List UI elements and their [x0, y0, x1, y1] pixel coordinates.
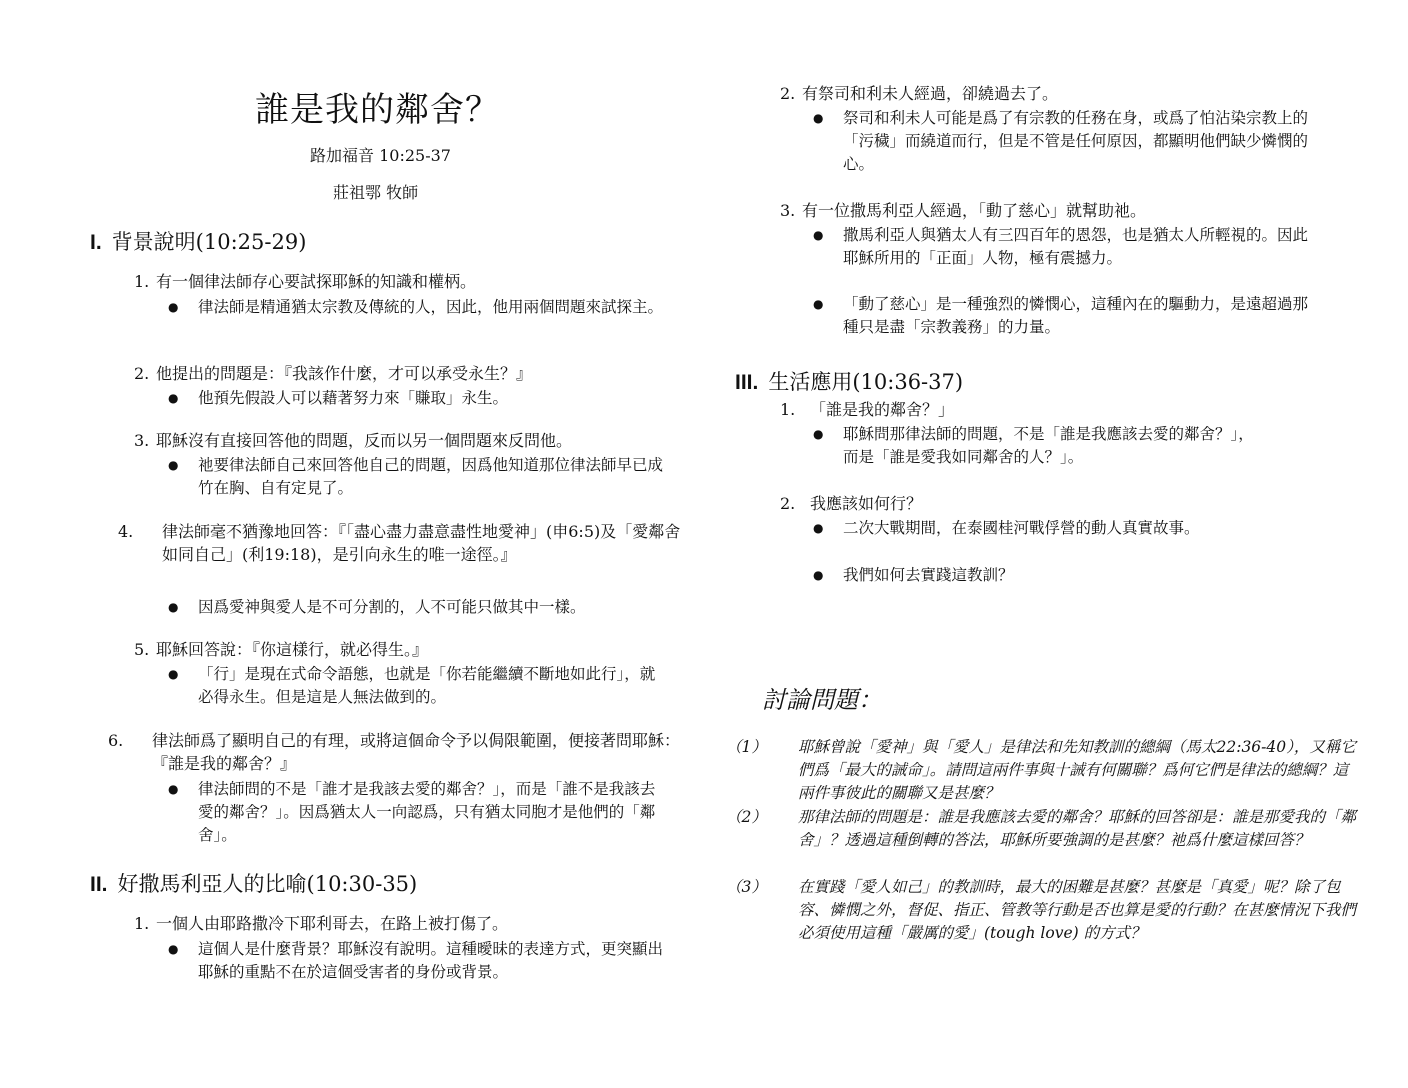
bullet-item — [813, 107, 1311, 176]
discussion-question — [726, 876, 1358, 945]
bullet-text: 這個人是什麼背景？耶穌沒有說明。這種曖昧的表達方式，更突顯出耶穌的重點不在於這個受害者的身份或背景。 — [198, 940, 664, 981]
item-number: 3. — [780, 201, 796, 220]
section-title: 背景說明(10:25-29) — [111, 230, 307, 254]
bullet-item — [813, 293, 1311, 339]
bullet-text: 因爲愛神與愛人是不可分割的，人不可能只做其中一樣。 — [198, 598, 586, 616]
bullet-item — [813, 224, 1311, 270]
item-number: 2. — [134, 364, 150, 383]
bullet-text: 祭司和利未人可能是爲了有宗教的任務在身，或爲了怕沾染宗教上的「污穢」而繞道而行，但是不管是任何原因，都顯明他們缺少憐憫的心。 — [843, 109, 1309, 173]
bullet-item — [168, 387, 668, 410]
item-text: 有祭司和利未人經過，卻繞過去了。 — [802, 84, 1059, 103]
question-label: （3） — [726, 878, 767, 896]
section-title: 好撒馬利亞人的比喻(10:30-35) — [117, 872, 418, 896]
question-text: 在實踐「愛人如己」的教訓時，最大的困難是甚麼？甚麼是「真愛」呢？除了包容、憐憫之外，督促、指正、管教等行動是否也算是愛的行動？在甚麼情況下我們必須使用這種「嚴厲的愛」(tough love) 的方式？ — [798, 878, 1357, 942]
bullet-item — [168, 596, 668, 619]
bullet-text: 我們如何去實踐這教訓？ — [843, 566, 1014, 584]
discussion-question — [726, 736, 1358, 805]
item-text: 我應該如何行？ — [810, 494, 923, 513]
section-number: III. — [735, 371, 759, 394]
bullet-icon: ● — [813, 297, 824, 311]
bullet-text: 撒馬利亞人與猶太人有三四百年的恩怨，也是猶太人所輕視的。因此耶穌所用的「正面」人物，極有震撼力。 — [843, 226, 1309, 267]
list-item — [134, 912, 674, 935]
item-number: 1. — [780, 400, 796, 419]
item-number: 1. — [134, 914, 150, 933]
bullet-text: 他預先假設人可以藉著努力來「賺取」永生。 — [198, 389, 509, 407]
section-heading — [90, 868, 417, 898]
section-heading — [735, 366, 963, 396]
list-item — [780, 199, 1320, 222]
item-number: 4. — [118, 522, 134, 541]
section-heading — [90, 226, 306, 256]
bullet-icon: ● — [813, 568, 824, 582]
discussion-title: 討論問題： — [762, 686, 882, 714]
bullet-text: 「動了慈心」是一種強烈的憐憫心，這種內在的驅動力，是遠超過那種只是盡「宗教義務」的力量。 — [843, 295, 1309, 336]
item-number: 2. — [780, 494, 796, 513]
item-text: 他提出的問題是：『我該作什麼，才可以承受永生？』 — [156, 364, 533, 383]
list-item — [108, 729, 692, 775]
item-number: 5. — [134, 640, 150, 659]
bullet-icon: ● — [168, 782, 179, 796]
discussion-question — [726, 806, 1358, 852]
item-text: 一個人由耶路撒冷下耶利哥去，在路上被打傷了。 — [156, 914, 509, 933]
item-text: 耶穌回答說：『你這樣行，就必得生。』 — [156, 640, 429, 659]
list-item — [134, 362, 674, 385]
bullet-text: 律法師問的不是「誰才是我該去愛的鄰舍？」，而是「誰不是我該去愛的鄰舍？」。因爲猶太人一向認爲，只有猶太同胞才是他們的「鄰舍」。 — [198, 780, 656, 844]
bullet-item — [813, 564, 1311, 587]
bullet-icon: ● — [168, 300, 179, 314]
list-item — [134, 638, 674, 661]
list-item — [134, 270, 674, 293]
list-item — [780, 82, 1320, 105]
bullet-text: 祂要律法師自己來回答他自己的問題，因爲他知道那位律法師早已成竹在胸、自有定見了。 — [198, 456, 664, 497]
section-title: 生活應用(10:36-37) — [768, 370, 964, 394]
bullet-item — [168, 296, 668, 319]
bullet-icon: ● — [168, 391, 179, 405]
question-text: 那律法師的問題是：誰是我應該去愛的鄰舍？耶穌的回答卻是：誰是那愛我的「鄰舍」？透過這種倒轉的答法，耶穌所要強調的是甚麼？祂爲什麼這樣回答？ — [798, 808, 1357, 849]
item-text: 律法師毫不猶豫地回答：『「盡心盡力盡意盡性地愛神」(申6:5)及「愛鄰舍如同自己」(利19:18)，是引向永生的唯一途徑。』 — [162, 522, 681, 564]
bullet-text: 「行」是現在式命令語態，也就是「你若能繼續不斷地如此行」，就必得永生。但是這是人無法做到的。 — [198, 665, 656, 706]
item-text: 有一位撒馬利亞人經過，「動了慈心」就幫助祂。 — [802, 201, 1147, 220]
bullet-item — [168, 454, 668, 500]
item-text: 有一個律法師存心要試探耶穌的知識和權柄。 — [156, 272, 477, 291]
bullet-item — [813, 423, 1263, 469]
section-number: II. — [90, 873, 108, 896]
list-item — [780, 398, 1320, 421]
item-number: 3. — [134, 431, 150, 450]
item-text: 耶穌沒有直接回答他的問題，反而以另一個問題來反問他。 — [156, 431, 573, 450]
list-item — [780, 492, 1320, 515]
scripture-reference: 路加福音 10:25-37 — [310, 146, 451, 165]
question-label: （1） — [726, 738, 767, 756]
section-number: I. — [90, 231, 102, 254]
item-number: 6. — [108, 731, 124, 750]
bullet-icon: ● — [168, 667, 179, 681]
list-item — [118, 520, 690, 566]
bullet-icon: ● — [813, 111, 824, 125]
bullet-item — [168, 778, 668, 847]
bullet-icon: ● — [813, 521, 824, 535]
bullet-text: 耶穌問那律法師的問題，不是「誰是我應該去愛的鄰舍？」，而是「誰是愛我如同鄰舍的人？」。 — [843, 425, 1254, 466]
bullet-item — [168, 938, 668, 984]
bullet-item — [168, 663, 668, 709]
bullet-text: 律法師是精通猶太宗教及傳統的人，因此，他用兩個問題來試探主。 — [198, 298, 664, 316]
bullet-icon: ● — [168, 942, 179, 956]
page-title: 誰是我的鄰舍？ — [255, 90, 500, 130]
item-number: 1. — [134, 272, 150, 291]
bullet-item — [813, 517, 1311, 540]
bullet-icon: ● — [168, 600, 179, 614]
item-number: 2. — [780, 84, 796, 103]
item-text: 律法師爲了顯明自己的有理，或將這個命令予以侷限範圍，便接著問耶穌：『誰是我的鄰舍？』 — [152, 731, 681, 773]
bullet-text: 二次大戰期間，在泰國桂河戰俘營的動人真實故事。 — [843, 519, 1200, 537]
item-text: 「誰是我的鄰舍？」 — [810, 400, 955, 419]
list-item — [134, 429, 684, 452]
question-text: 耶穌曾說「愛神」與「愛人」是律法和先知教訓的總綱（馬太22:36-40），又稱它們爲「最大的誡命」。請問這兩件事與十誡有何關聯？爲何它們是律法的總綱？這兩件事彼此的關聯又是甚麼？ — [798, 738, 1356, 802]
question-label: （2） — [726, 808, 767, 826]
bullet-icon: ● — [813, 427, 824, 441]
bullet-icon: ● — [168, 458, 179, 472]
author: 莊祖鄂 牧師 — [333, 183, 419, 202]
bullet-icon: ● — [813, 228, 824, 242]
